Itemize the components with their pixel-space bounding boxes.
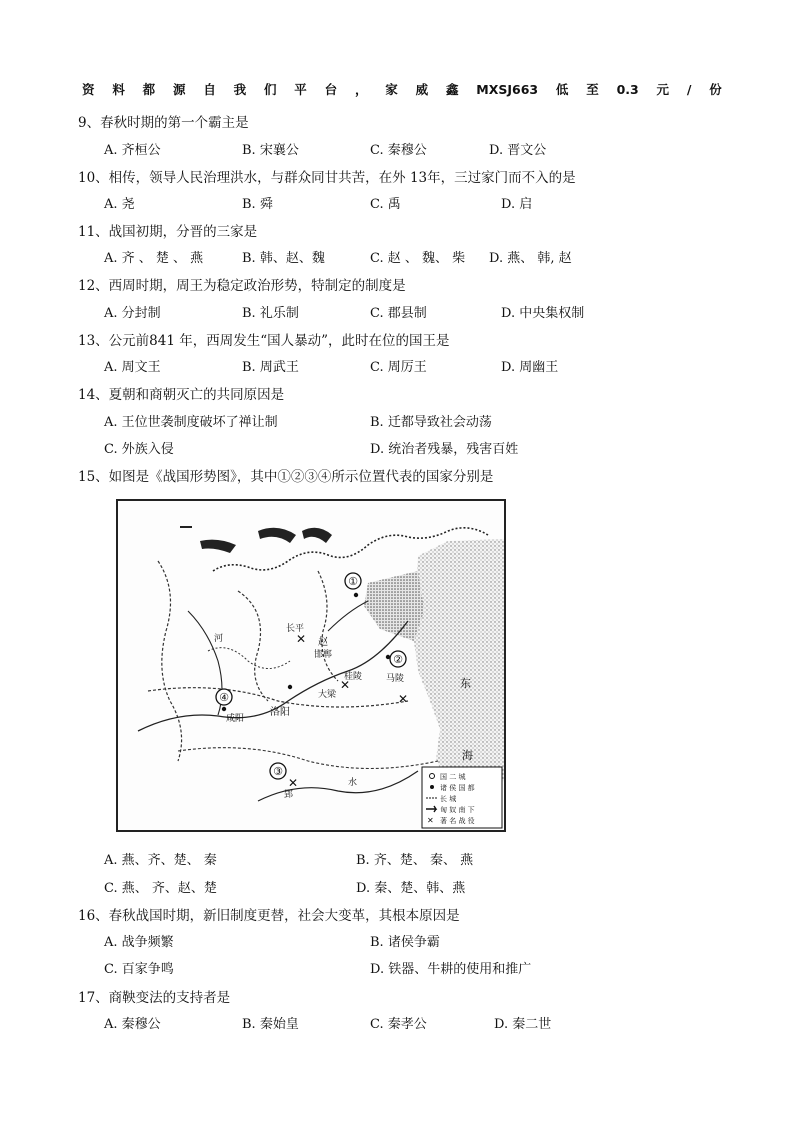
- legend-item: 著 名 战 役: [440, 817, 475, 825]
- capital-dot: [288, 685, 292, 689]
- question-stem: 14、夏朝和商朝灭亡的共同原因是: [78, 387, 285, 403]
- option-c: C. 秦孝公: [370, 1017, 427, 1032]
- capital-dot: [386, 655, 390, 659]
- header-part: 威: [415, 82, 429, 97]
- header-part: 低: [555, 82, 569, 97]
- option-b: B. 舜: [242, 197, 273, 212]
- question-stem: 11、战国初期，分晋的三家是: [78, 224, 258, 240]
- header-part: 家: [385, 82, 398, 97]
- option-b: B. 礼乐制: [242, 306, 299, 321]
- option-b: B. 诸侯争霸: [370, 935, 440, 950]
- option-b: B. 宋襄公: [242, 143, 299, 158]
- place-label: 大梁: [318, 690, 337, 700]
- question-stem: 9、春秋时期的第一个霸主是: [78, 115, 249, 131]
- river-label: 水: [348, 778, 358, 788]
- state-border: [178, 748, 438, 769]
- state-border: [148, 688, 408, 707]
- option-c: C. 百家争鸣: [104, 962, 174, 977]
- header-part: 份: [709, 82, 722, 97]
- question-stem: 10、相传，领导人民治理洪水，与群众同甘共苦，在外 13年，三过家门而不入的是: [78, 170, 576, 186]
- option-b: B. 迁都导致社会动荡: [370, 415, 492, 430]
- legend-item: 诸 侯 国 都: [440, 784, 475, 792]
- xiongnu-arrow-icon: [302, 528, 332, 543]
- page-header: [82, 80, 722, 98]
- state-border: [208, 648, 290, 669]
- header-part: ，: [354, 82, 368, 97]
- legend-item: 长 城: [440, 795, 457, 803]
- state-border: [158, 561, 182, 761]
- place-label: 邯郸: [314, 650, 333, 660]
- option-c: C. 禹: [370, 197, 401, 212]
- option-a: A. 周文王: [104, 360, 161, 375]
- option-c: C. 周厉王: [370, 360, 427, 375]
- option-a: A. 分封制: [104, 306, 161, 321]
- option-c: C. 外族入侵: [104, 442, 174, 457]
- option-a: A. 战争频繁: [104, 935, 174, 950]
- place-label: 郢: [284, 790, 294, 800]
- header-part: 自: [203, 82, 216, 97]
- capital-dot: [354, 593, 358, 597]
- warring-states-map: [116, 499, 506, 832]
- place-label: 长平: [286, 624, 305, 634]
- option-d: D. 中央集权制: [501, 306, 585, 321]
- header-part: 都: [142, 82, 156, 97]
- question-stem: 15、如图是《战国形势图》，其中①②③④所示位置代表的国家分别是: [78, 469, 494, 485]
- header-part: 源: [172, 82, 186, 97]
- sea-label: 东: [460, 677, 471, 690]
- option-c: C. 郡县制: [370, 306, 427, 321]
- option-b: B. 周武王: [242, 360, 299, 375]
- place-label: 洛阳: [270, 707, 290, 718]
- header-part: 元: [656, 82, 670, 97]
- header-part: 至: [586, 82, 599, 97]
- legend-item: 匈 奴 南 下: [440, 806, 475, 814]
- option-b: B. 韩、赵、魏: [242, 251, 325, 266]
- battle-icon: ✕: [288, 776, 299, 790]
- state-border: [318, 571, 338, 681]
- header-part: 料: [112, 82, 125, 97]
- option-d: D. 启: [501, 197, 533, 212]
- option-c: C. 赵 、 魏、 柴: [370, 251, 466, 266]
- option-a: A. 秦穆公: [104, 1017, 161, 1032]
- option-c: C. 秦穆公: [370, 143, 427, 158]
- battle-icon: ✕: [398, 692, 409, 706]
- option-d: D. 铁器、牛耕的使用和推广: [370, 962, 532, 977]
- place-label: 咸阳: [226, 714, 245, 724]
- place-label: 马陵: [386, 674, 405, 684]
- header-part: 平: [294, 82, 307, 97]
- option-c: C. 燕、 齐、赵、楚: [104, 881, 217, 896]
- option-d: D. 晋文公: [489, 143, 547, 158]
- battle-icon: ✕: [296, 632, 307, 646]
- question-stem: 12、西周时期，周王为稳定政治形势，特制定的制度是: [78, 278, 406, 294]
- option-d: D. 统治者残暴，残害百姓: [370, 442, 519, 457]
- option-d: D. 燕、 韩, 赵: [489, 251, 572, 266]
- header-part: 鑫: [445, 82, 459, 97]
- marker-3: ③: [273, 765, 283, 778]
- option-d: D. 周幽王: [501, 360, 559, 375]
- place-label: 赵: [318, 637, 328, 648]
- option-d: D. 秦二世: [494, 1017, 552, 1032]
- east-sea-region: [414, 539, 504, 786]
- river: [328, 601, 368, 631]
- state-border: [238, 591, 268, 701]
- legend-icon: [430, 785, 434, 789]
- map-drawing: [118, 501, 504, 830]
- question-stem: 13、公元前841 年，西周发生“国人暴动”，此时在位的国王是: [78, 333, 450, 349]
- option-d: D. 秦、楚、韩、燕: [356, 881, 466, 896]
- river-label: 河: [214, 634, 224, 644]
- place-label: 桂陵: [344, 672, 363, 682]
- header-part: 台: [324, 82, 338, 97]
- header-part: /: [686, 81, 692, 97]
- question-stem: 16、春秋战国时期，新旧制度更替，社会大变革，其根本原因是: [78, 908, 460, 924]
- battle-icon: ✕: [340, 678, 351, 692]
- capital-dot: [222, 707, 226, 711]
- marker-1: ①: [348, 575, 358, 588]
- header-part: 0.3: [616, 81, 639, 97]
- bohai-region: [364, 571, 424, 641]
- option-a: A. 燕、齐、楚、 秦: [104, 853, 217, 868]
- marker-4: ④: [219, 691, 229, 704]
- header-part: MXSJ663: [476, 81, 539, 97]
- marker-2: ②: [393, 653, 403, 666]
- header-part: 我: [233, 82, 247, 97]
- xiongnu-arrow-icon: [200, 540, 236, 553]
- option-a: A. 尧: [104, 197, 135, 212]
- legend-icon: ✕: [427, 816, 434, 825]
- sea-label: 海: [462, 749, 473, 762]
- question-stem: 17、商鞅变法的支持者是: [78, 990, 231, 1006]
- legend-item: 国 二 城: [440, 773, 466, 781]
- option-a: A. 齐桓公: [104, 143, 161, 158]
- option-b: B. 齐、楚、 秦、 燕: [356, 853, 474, 868]
- header-part: 们: [263, 82, 277, 97]
- option-a: A. 王位世袭制度破坏了禅让制: [104, 415, 278, 430]
- header-part: 资: [82, 82, 95, 97]
- option-a: A. 齐 、 楚 、 燕: [104, 251, 204, 266]
- option-b: B. 秦始皇: [242, 1017, 299, 1032]
- xiongnu-arrow-icon: [258, 528, 296, 543]
